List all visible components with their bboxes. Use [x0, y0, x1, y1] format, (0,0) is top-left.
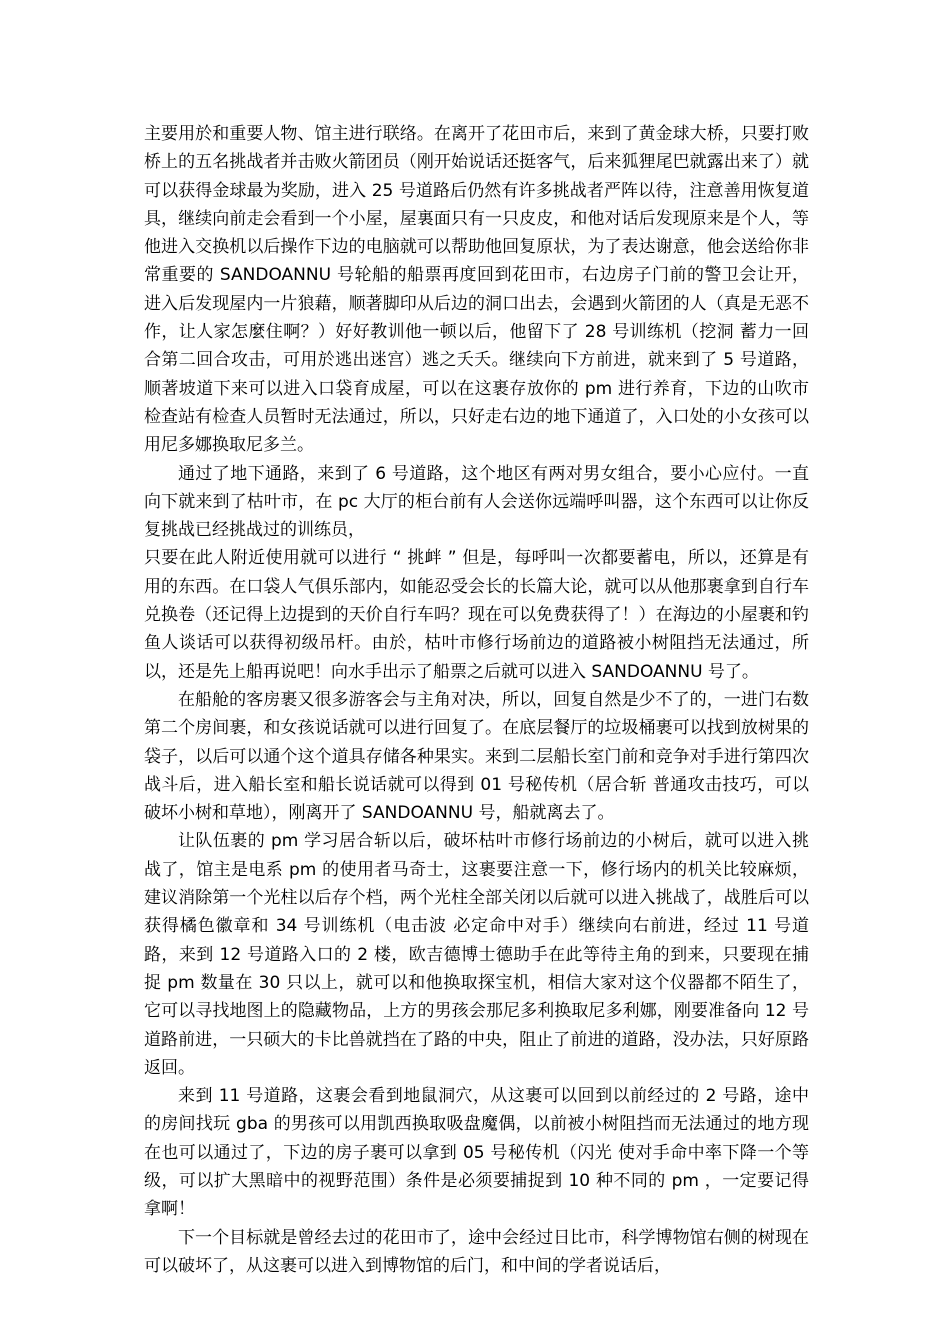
paragraph-2: 通过了地下通路，来到了 6 号道路，这个地区有两对男女组合，要小心应付。一直向下就来到了枯叶市，在 pc 大厅的柜台前有人会送你远端呼叫器，这个东西可以让你反复挑战已经挑战过的训练员， — [144, 463, 809, 541]
paragraph-7: 下一个目标就是曾经去过的花田市了，途中会经过日比市，科学博物馆右侧的树现在可以破坏了，从这裹可以进入到博物馆的后门，和中间的学者说话后， — [144, 1227, 809, 1276]
paragraph-3: 只要在此人附近使用就可以进行 “ 挑衅 ” 但是，每呼叫一次都要蓄电，所以，还算是有用的东西。在口袋人气俱乐部内，如能忍受会长的长篇大论，就可以从他那裹拿到自行车兑换卷（还记得上边提到的天价自行车吗？现在可以免费获得了！）在海边的小屋裹和钓鱼人谈话可以获得初级吊杆。由於，枯叶市修行场前边的道路被小树阻挡无法通过，所以，还是先上船再说吧！向水手出示了船票之后就可以进入 SANDOANNU 号了。 — [144, 548, 809, 682]
paragraph-5: 让队伍裹的 pm 学习居合斩以后，破坏枯叶市修行场前边的小树后，就可以进入挑战了，馆主是电系 pm 的使用者马奇士，这裹要注意一下，修行场内的机关比较麻烦，建议消除第一个光柱以后存个档，两个光柱全部关闭以后就可以进入挑战了，战胜后可以获得橘色徽章和 34 号训练机（电击波 必定命中对手）继续向右前进，经过 11 号道路，来到 12 号道路入口的 2 楼，欧吉德博士德助手在此等待主角的到来，只要现在捕捉 pm 数量在 30 只以上，就可以和他换取探宝机，相信大家对这个仪器都不陌生了，它可以寻找地图上的隐藏物品，上方的男孩会那尼多利换取尼多利娜，刚要准备向 12 号道路前进，一只硕大的卡比兽就挡在了路的中央，阻止了前进的道路，没办法，只好原路返回。 — [144, 831, 809, 1078]
document-body — [144, 120, 809, 1280]
paragraph-4: 在船舱的客房裹又很多游客会与主角对决，所以，回复自然是少不了的，一进门右数第二个房间裹，和女孩说话就可以进行回复了。在底层餐厅的垃圾桶裹可以找到放树果的袋子，以后可以通个这个道具存储各种果实。来到二层船长室门前和竞争对手进行第四次战斗后，进入船长室和船长说话就可以得到 01 号秘传机（居合斩 普通攻击技巧，可以破坏小树和草地），刚离开了 SANDOANNU 号，船就离去了。 — [144, 689, 809, 824]
paragraph-6: 来到 11 号道路，这裹会看到地鼠洞穴，从这裹可以回到以前经过的 2 号路，途中的房间找玩 gba 的男孩可以用凯西换取吸盘魔偶，以前被小树阻挡而无法通过的地方现在也可以通过了，下边的房子裹可以拿到 05 号秘传机（闪光 使对手命中率下降一个等级，可以扩大黑暗中的视野范围）条件是必须要捕捉到 10 种不同的 pm ，一定要记得拿啊！ — [144, 1086, 809, 1220]
paragraph-1: 主要用於和重要人物、馆主进行联络。在离开了花田市后，来到了黄金球大桥，只要打败桥上的五名挑战者并击败火箭团员（刚开始说话还挺客气，后来狐狸尾巴就露出来了）就可以获得金球最为奖励，进入 25 号道路后仍然有许多挑战者严阵以待，注意善用恢复道具，继续向前走会看到一个小屋，屋裏面只有一只皮皮，和他对话后发现原来是个人，等他进入交换机以后操作下边的电脑就可以帮助他回复原状，为了表达谢意，他会送给你非常重要的 SANDOANNU 号轮船的船票再度回到花田市，右边房子门前的警卫会让开，进入后发现屋内一片狼藉，顺著脚印从后边的洞口出去，会遇到火箭团的人（真是无恶不作，让人家怎麼住啊？）好好教训他一顿以后，他留下了 28 号训练机（挖洞 蓄力一回合第二回合攻击，可用於逃出迷宫）逃之夭夭。继续向下方前进，就来到了 5 号道路，顺著坡道下来可以进入口袋育成屋，可以在这裹存放你的 pm 进行养育，下边的山吹市检查站有检查人员暂时无法通过，所以，只好走右边的地下通道了，入口处的小女孩可以用尼多娜换取尼多兰。 — [144, 124, 809, 456]
